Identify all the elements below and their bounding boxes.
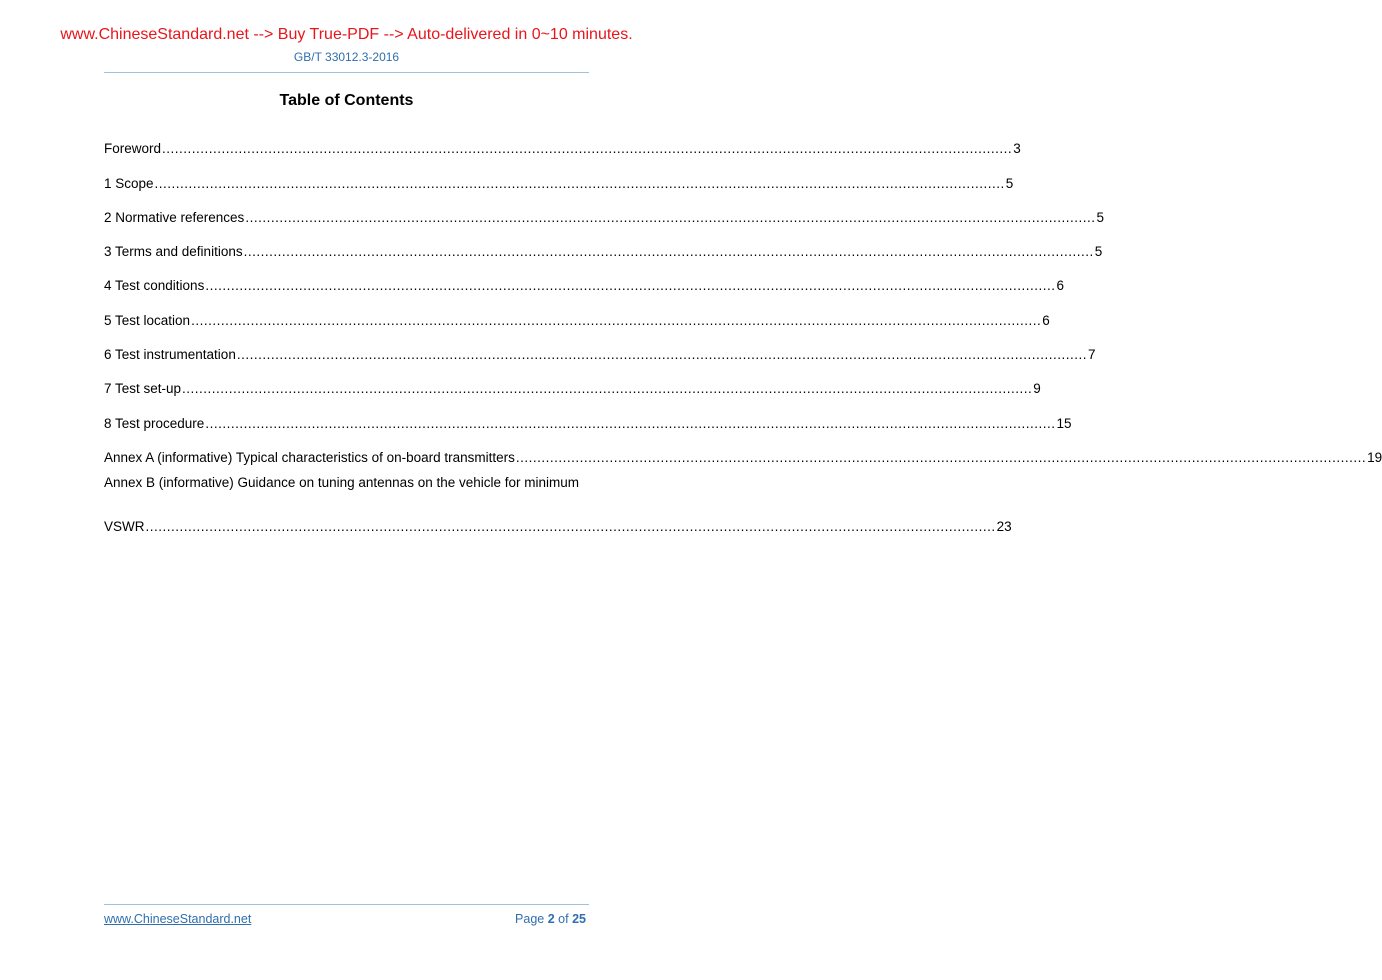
toc-leader-dots: ........................................................................................................................................................................................................ bbox=[243, 244, 1094, 260]
toc-entry-title: Annex B (informative) Guidance on tuning antennas on the vehicle for minimum bbox=[104, 474, 580, 490]
toc-leader-dots: ........................................................................................................................................................................................................ bbox=[182, 381, 1033, 397]
toc-leader-dots: ........................................................................................................................................................................................................ bbox=[515, 449, 1367, 465]
toc-entry-title: 7 Test set-up bbox=[104, 381, 182, 397]
toc-entry-title: 4 Test conditions bbox=[104, 278, 205, 294]
header-divider bbox=[104, 72, 589, 73]
toc-entry-page: 5 bbox=[1096, 209, 1104, 225]
page-current: 2 bbox=[547, 912, 555, 926]
page-total: 25 bbox=[572, 912, 586, 926]
toc-entry-page: 5 bbox=[1094, 244, 1103, 260]
toc-leader-dots: ........................................................................................................................................................................................................ bbox=[236, 347, 1087, 363]
toc-entry-foreword[interactable] bbox=[104, 130, 1021, 164]
toc-leader-dots: ........................................................................................................................................................................................................ bbox=[154, 175, 1005, 191]
toc-entry-test-procedure[interactable] bbox=[104, 404, 1072, 438]
toc-entry-title: 8 Test procedure bbox=[104, 415, 205, 431]
toc-entry-page: 9 bbox=[1033, 381, 1041, 397]
toc-entry-test-instrumentation[interactable] bbox=[104, 336, 1096, 370]
toc-entry-page: 3 bbox=[1013, 141, 1021, 157]
toc-entry-page: 6 bbox=[1042, 312, 1050, 328]
toc-entry-title: 1 Scope bbox=[104, 175, 154, 191]
toc-entry-test-setup[interactable] bbox=[104, 370, 1041, 404]
toc-entry-annex-b-line1[interactable] bbox=[104, 473, 587, 507]
toc-leader-dots: ........................................................................................................................................................................................................ bbox=[191, 312, 1042, 328]
toc-entry-annex-a[interactable] bbox=[104, 439, 1382, 473]
toc-entry-test-location[interactable] bbox=[104, 301, 1050, 335]
toc-leader-dots: ........................................................................................................................................................................................................ bbox=[162, 141, 1013, 157]
toc-entry-title: 5 Test location bbox=[104, 312, 191, 328]
page-label: Page bbox=[515, 912, 545, 926]
toc-entry-title: 3 Terms and definitions bbox=[104, 244, 243, 260]
toc-entry-annex-b-line2[interactable] bbox=[104, 507, 1012, 541]
toc-entry-test-conditions[interactable] bbox=[104, 267, 1064, 301]
toc-entry-title: 6 Test instrumentation bbox=[104, 347, 236, 363]
toc-entry-title: Annex A (informative) Typical characteristics of on-board transmitters bbox=[104, 449, 515, 465]
toc-entry-page: 19 bbox=[1367, 449, 1382, 465]
toc-entry-page: 6 bbox=[1056, 278, 1064, 294]
toc-entry-normative-references[interactable] bbox=[104, 199, 1104, 233]
page-of-label: of bbox=[558, 912, 569, 926]
toc-entry-page: 5 bbox=[1005, 175, 1014, 191]
promo-banner[interactable]: www.ChineseStandard.net --> Buy True-PDF --> Auto-delivered in 0~10 minutes. bbox=[60, 26, 633, 43]
toc-entry-scope[interactable] bbox=[104, 164, 1014, 198]
toc-entry-page: 23 bbox=[996, 518, 1012, 534]
toc-entry-page: 15 bbox=[1056, 415, 1072, 431]
table-of-contents bbox=[104, 130, 1382, 542]
toc-leader-dots: ........................................................................................................................................................................................................ bbox=[205, 278, 1056, 294]
toc-entry-page: 7 bbox=[1087, 347, 1096, 363]
footer-divider bbox=[104, 904, 589, 905]
toc-leader-dots: ........................................................................................................................................................................................................ bbox=[145, 518, 996, 534]
toc-leader-dots: ........................................................................................................................................................................................................ bbox=[245, 209, 1096, 225]
standard-number: GB/T 33012.3-2016 bbox=[293, 50, 400, 64]
toc-title: Table of Contents bbox=[279, 92, 414, 109]
page-indicator bbox=[515, 912, 586, 926]
toc-entry-title: VSWR bbox=[104, 518, 145, 534]
toc-entry-terms-definitions[interactable] bbox=[104, 233, 1103, 267]
toc-leader-dots: ........................................................................................................................................................................................................ bbox=[205, 415, 1056, 431]
toc-entry-title: 2 Normative references bbox=[104, 209, 245, 225]
toc-entry-title: Foreword bbox=[104, 141, 162, 157]
footer-website-link[interactable]: www.ChineseStandard.net bbox=[104, 912, 252, 926]
